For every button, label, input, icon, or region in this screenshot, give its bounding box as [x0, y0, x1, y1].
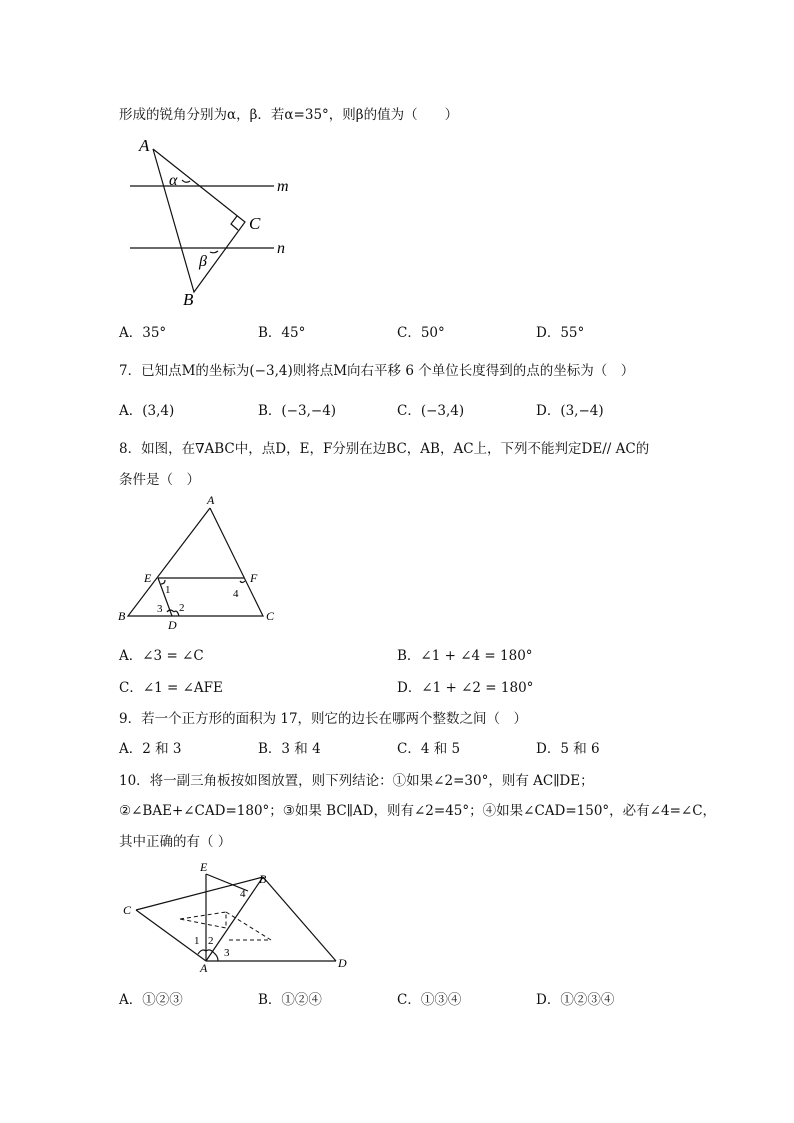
q9-option-d: D．5 和 6 [536, 741, 600, 757]
q8-option-d: D．∠1 + ∠2 = 180° [397, 680, 534, 696]
q7-stem: 7．已知点M的坐标为(−3,4)则将点M向右平移 6 个单位长度得到的点的坐标为（ ） [119, 363, 635, 379]
q10-stem-line2: ②∠BAE+∠CAD=180°；③如果 BC∥AD，则有∠2=45°；④如果∠CAD=150°，必有∠4=∠C， [119, 803, 717, 819]
q6-label-m: m [277, 178, 289, 195]
q6-option-c: C．50° [397, 325, 445, 341]
q10-label-1: 1 [194, 935, 200, 947]
q10-label-D: D [338, 956, 347, 970]
q8-label-C: C [266, 609, 275, 623]
q6-label-alpha: α [169, 172, 178, 189]
q8-option-b: B．∠1 + ∠4 = 180° [397, 648, 533, 664]
q8-label-1: 1 [165, 584, 171, 596]
q6-stem: 形成的锐角分别为α，β．若α=35°，则β的值为（ ） [119, 107, 459, 123]
q6-figure [120, 132, 300, 312]
q10-option-a: A．①②③ [119, 992, 183, 1008]
q10-stem-line1: 10．将一副三角板按如图放置，则下列结论：①如果∠2=30°，则有 AC∥DE； [119, 773, 594, 789]
q10-figure [118, 858, 358, 978]
q10-option-b: B．①②④ [258, 992, 322, 1008]
q8-label-A: A [207, 493, 215, 507]
q6-option-d: D．55° [536, 325, 585, 341]
q7-option-d: D．(3,−4) [536, 403, 604, 419]
q8-label-3: 3 [157, 603, 163, 615]
q6-label-beta: β [199, 253, 207, 270]
q8-label-2: 2 [179, 602, 185, 614]
q8-label-F: F [250, 571, 258, 585]
q9-option-a: A．2 和 3 [119, 741, 182, 757]
q8-label-B: B [118, 609, 126, 623]
q10-label-2: 2 [208, 935, 214, 947]
q9-option-c: C．4 和 5 [397, 741, 461, 757]
q10-label-C: C [123, 903, 132, 917]
q6-label-A: A [139, 136, 150, 155]
q7-option-b: B．(−3,−4) [258, 403, 337, 419]
q10-label-B: B [259, 872, 267, 886]
q6-label-B: B [183, 290, 194, 309]
q9-stem: 9．若一个正方形的面积为 17，则它的边长在哪两个整数之间（ ） [119, 711, 528, 727]
q10-option-d: D．①②③④ [536, 992, 615, 1008]
q8-figure [112, 492, 292, 632]
q8-label-D: D [168, 618, 177, 632]
q6-option-b: B．45° [258, 325, 306, 341]
q6-option-a: A．35° [119, 325, 167, 341]
q8-option-a: A．∠3 = ∠C [119, 648, 204, 664]
q10-stem-line3: 其中正确的有（ ） [119, 834, 232, 850]
q10-option-c: C．①③④ [397, 992, 462, 1008]
q9-option-b: B．3 和 4 [258, 741, 321, 757]
q8-label-E: E [144, 571, 152, 585]
q8-stem-line2: 条件是（ ） [119, 472, 200, 488]
q7-option-c: C．(−3,4) [397, 403, 465, 419]
q8-stem-line1: 8．如图，在∇ABC中，点D，E，F分别在边BC，AB，AC上，下列不能判定DE// AC的 [119, 441, 650, 457]
q10-label-4: 4 [240, 888, 246, 900]
q6-label-n: n [277, 240, 285, 257]
q6-label-C: C [249, 214, 261, 233]
q7-option-a: A．(3,4) [119, 403, 175, 419]
q10-label-3: 3 [224, 947, 230, 959]
q8-option-c: C．∠1 = ∠AFE [119, 680, 223, 696]
q10-label-A: A [200, 961, 208, 975]
q8-label-4: 4 [233, 588, 239, 600]
q10-label-E: E [200, 860, 208, 874]
